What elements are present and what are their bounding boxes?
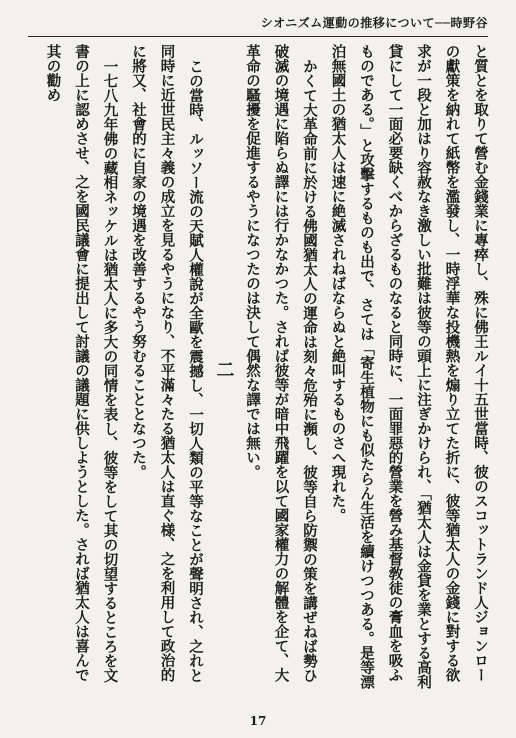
paragraph-2: かくて大革命前に於ける佛國猶太人の運命は刻々危殆に瀕し、彼等自ら防禦の策を講ぜねば勢ひ破滅の境遇に陷らぬ譯には行かなかつた。されば彼等が暗中飛躍を以て國家權力の解體を企て、大革命の騷擾を促進するやうになつたのは決して偶然な譯では無い。 <box>244 44 318 682</box>
paragraph-3: この當時、ルッソー流の天賦人權說が全歐を震撼し、一切人類の平等なことが聲明され、之れと同時に近世民主々義の成立を見るやうになり、不平滿々たる猶太人は直ぐ様、之を利用して政治的に將又、社會的に自家の境遇を改善するやう努むることとなつた。 <box>130 44 204 682</box>
paragraph-1: と質とを取りて營む金錢業に專瘁し、殊に佛王ルイ十五世當時、彼のスコットランド人ジョンローの獻策を納れて紙幣を濫發し、一時浮華な投機熱を煽り立てた折に、彼等猶太人の金錢に對する欲求が一段と加はり容赦なき激しい批難は彼等の頭上に注ぎかけられ、「猶太人は金貸を業とする高利貸にして一面必要缺くべからざるものなると同時に、一面罪惡的營業を營み基督敎徒の膏血を吸ふものである。」と攻擊するものも出で、さては「寄生植物にも似たらん生活を續けつつある。是等漂泊無國土の猶太人は速に絶滅されねばならぬと絶叫するものさへ現れた。 <box>329 44 489 690</box>
running-title: シオニズム運動の推移について──時野谷 <box>260 15 488 30</box>
section-number: 二 <box>213 360 235 378</box>
running-header <box>28 12 488 32</box>
paragraph-4: 一七八九年佛の藏相ネッケルは猶太人に多大の同情を表し、彼等をして其の切望するところを文書の上に認めさせ、之を國民議會に提出して討議の議題に供しようとした。されば猶太人は喜んで其の勸め <box>44 44 119 682</box>
page-number: 17 <box>249 714 267 728</box>
header-rule <box>28 36 488 37</box>
vertical-body-text <box>22 44 494 694</box>
